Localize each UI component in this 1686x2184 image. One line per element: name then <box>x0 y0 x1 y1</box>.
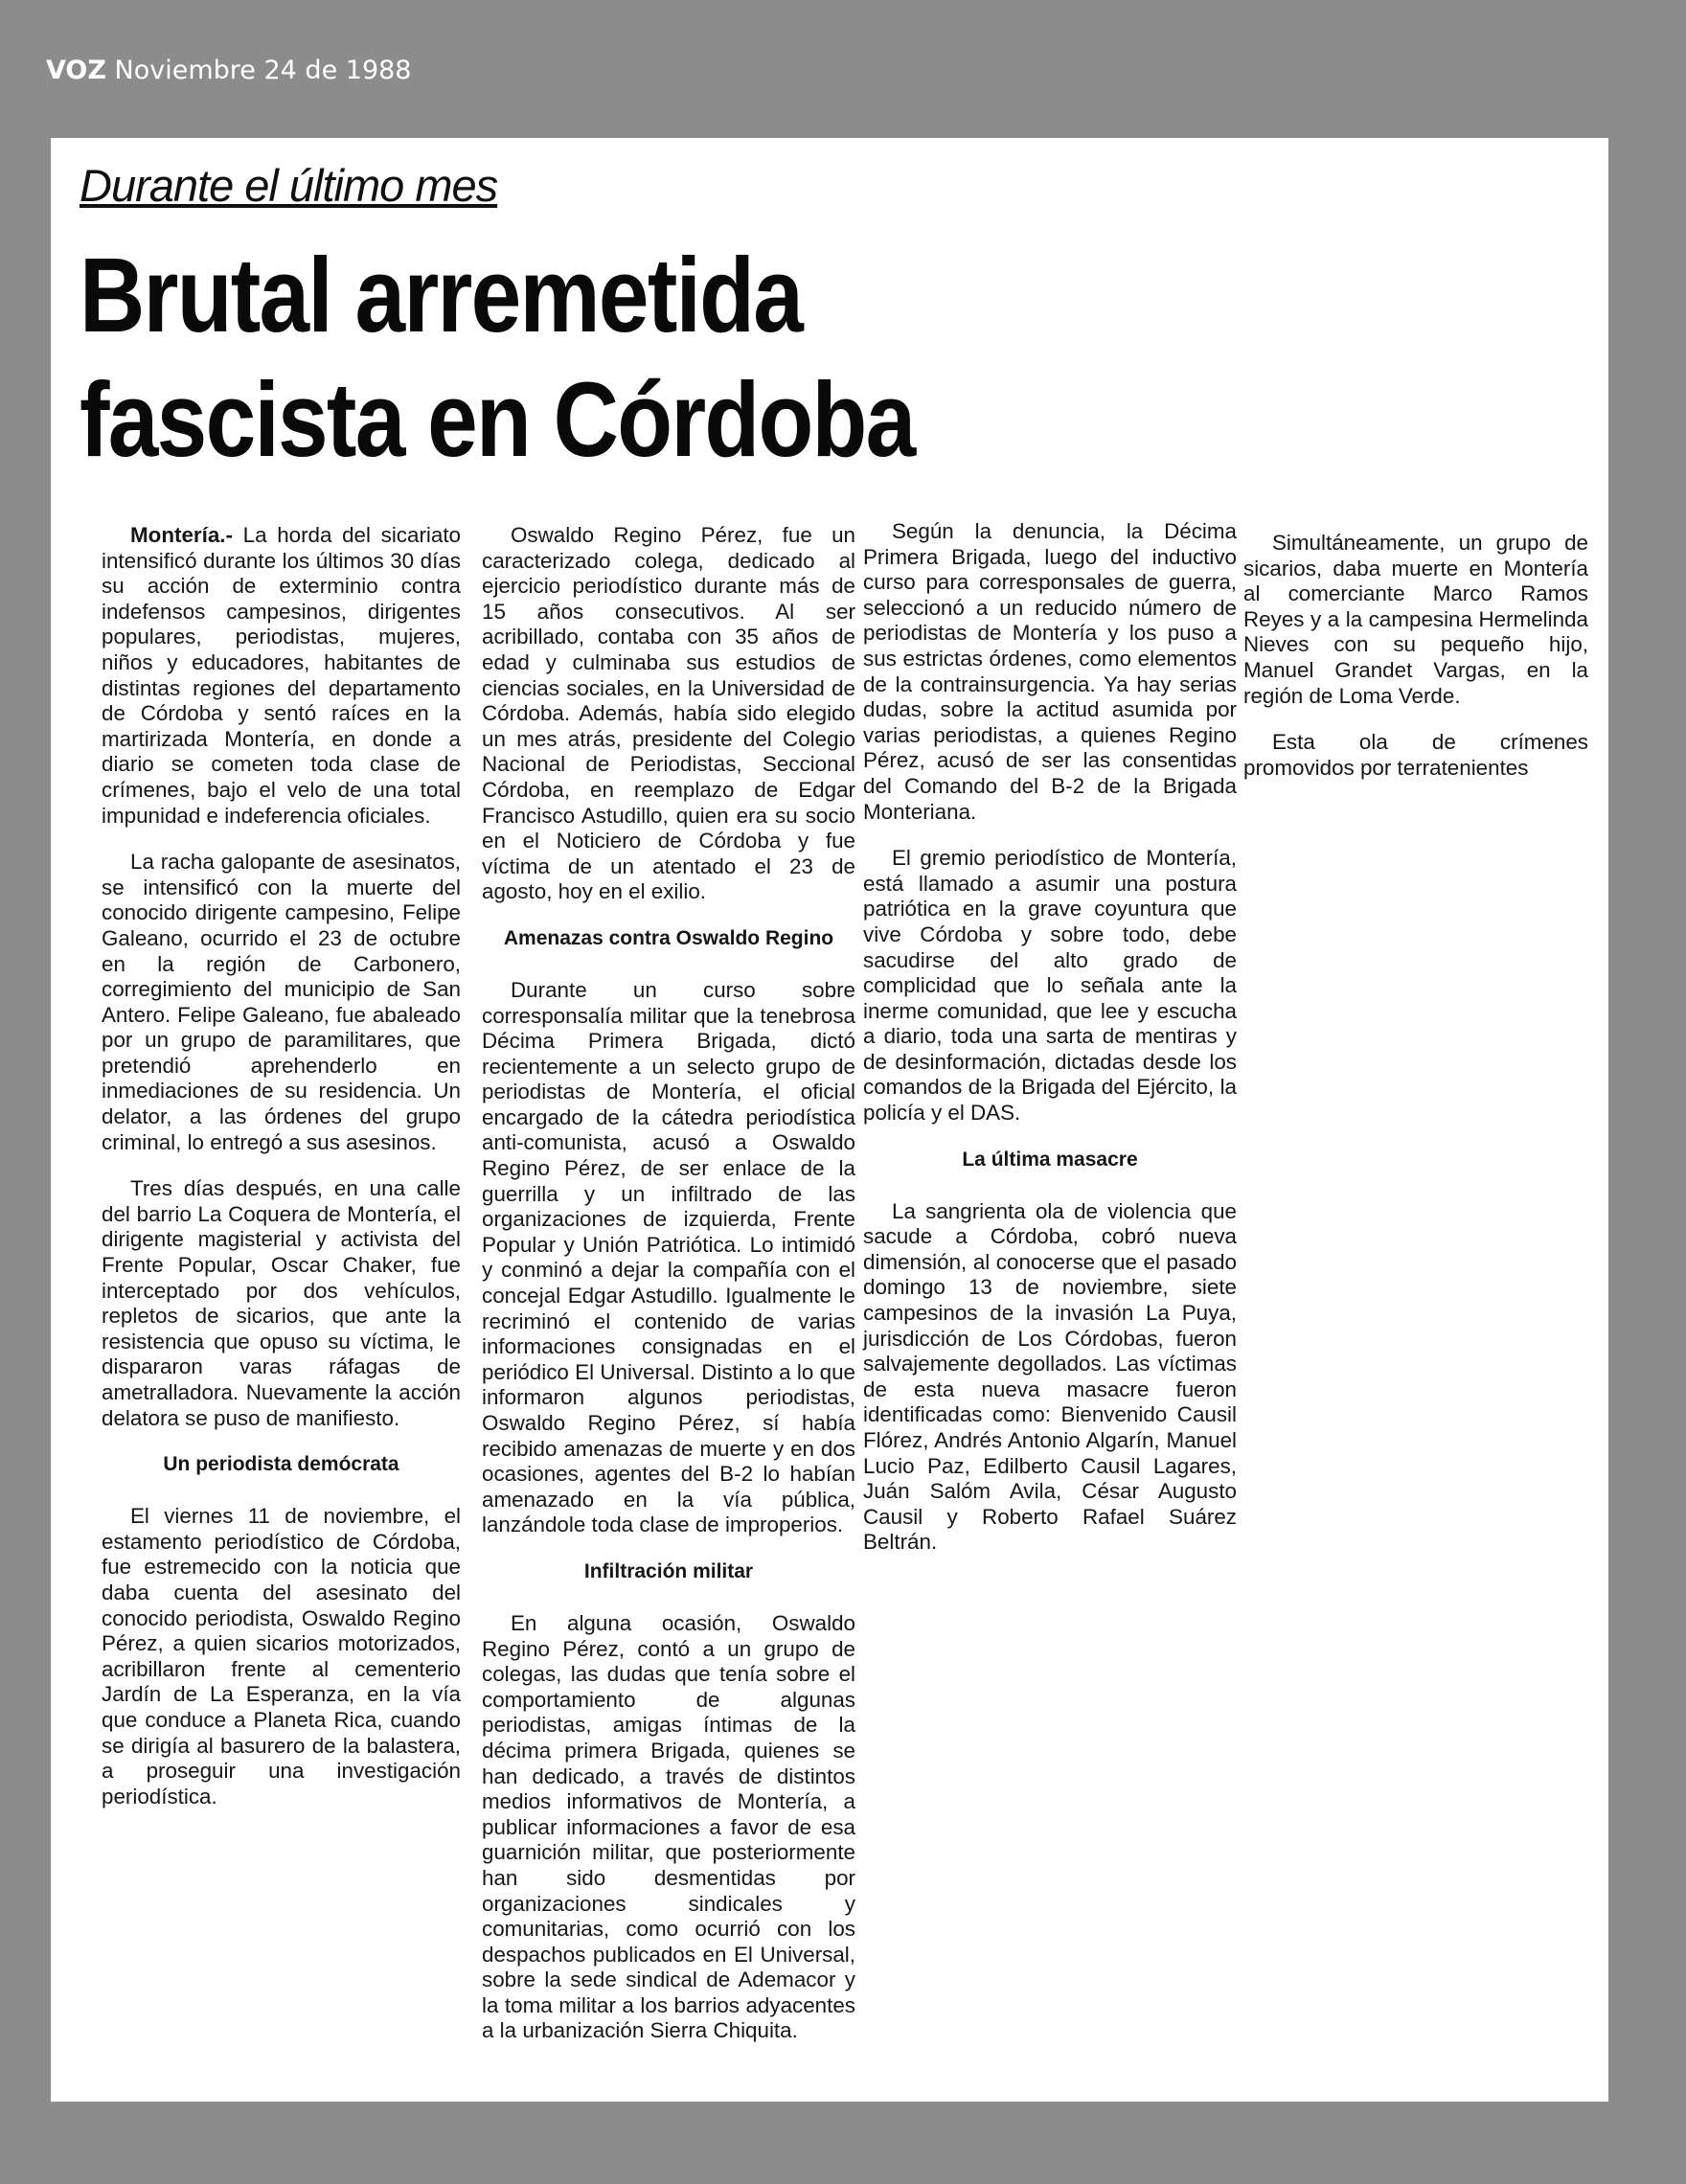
article-column-2 <box>482 523 855 2065</box>
paragraph: Simultáneamente, un grupo de sicarios, daba muerte en Montería al comerciante Marco Ramos Reyes y a la campesina Hermelinda Nieves con su pequeño hijo, Manuel Grandet Vargas, en la región de Loma Verde. <box>1243 531 1588 708</box>
article-column-4 <box>1243 531 1588 802</box>
paragraph: En alguna ocasión, Oswaldo Regino Pérez, contó a un grupo de colegas, las dudas que tenía sobre el comportamiento de algunas periodistas, amigas íntimas de la décima primera Brigada, quienes se han dedicado, a través de distintos medios informativos de Montería, a publicar informaciones a favor de esa guarnición militar, que posteriormente han sido desmentidas por organizaciones sindicales y comunitarias, como ocurrió con los despachos publicados en El Universal, sobre la sede sindical de Ademacor y la toma militar a los barrios adyacentes a la urbanización Sierra Chiquita. <box>482 1610 855 2043</box>
paragraph: Oswaldo Regino Pérez, fue un caracterizado colega, dedicado al ejercicio periodístico durante más de 15 años consecutivos. Al ser acribillado, contaba con 35 años de edad y culminaba sus estudios de ciencias sociales, en la Universidad de Córdoba. Además, había sido elegido un mes atrás, presidente del Colegio Nacional de Periodistas, Seccional Córdoba, en reemplazo de Edgar Francisco Astudillo, quien era su socio en el Noticiero de Córdoba y fue víctima de un atentado el 23 de agosto, hoy en el exilio. <box>482 523 855 904</box>
publication-name: VOZ <box>46 56 106 85</box>
publication-date: Noviembre 24 de 1988 <box>114 56 412 85</box>
subheading: Amenazas contra Oswaldo Regino <box>503 926 834 949</box>
article-column-3 <box>863 519 1237 1577</box>
paragraph: Esta ola de crímenes promovidos por terratenientes <box>1243 730 1588 780</box>
subheading: Infiltración militar <box>583 1559 754 1582</box>
paragraph: El viernes 11 de noviembre, el estamento periodístico de Córdoba, fue estremecido con la noticia que daba cuenta del asesinato del conocido periodista, Oswaldo Regino Pérez, a quien sicarios motorizados, acribillaron frente al cementerio Jardín de La Esperanza, en la vía que conduce a Planeta Rica, cuando se dirigía al basurero de la balastera, a proseguir una investigación periodística. <box>102 1504 461 1809</box>
paragraph: La racha galopante de asesinatos, se intensificó con la muerte del conocido dirigente campesino, Felipe Galeano, ocurrido el 23 de octubre en la región de Carbonero, corregimiento del municipio de San Antero. Felipe Galeano, fue abaleado por un grupo de paramilitares, que pretendió aprehenderlo en inmediaciones de su residencia. Un delator, a las órdenes del grupo criminal, lo entregó a sus asesinos. <box>102 850 461 1154</box>
newspaper-clipping <box>51 138 1608 2102</box>
paragraph: La sangrienta ola de violencia que sacude a Córdoba, cobró nueva dimensión, al conocerse que el pasado domingo 13 de noviembre, siete campesinos de la invasión La Puya, jurisdicción de Los Córdobas, fueron salvajemente degollados. Las víctimas de esta nueva masacre fueron identificadas como: Bienvenido Causil Flórez, Andrés Antonio Algarín, Manuel Lucio Paz, Edilberto Causil Lagares, Juán Salóm Avila, César Augusto Causil y Roberto Rafael Suárez Beltrán. <box>863 1198 1237 1555</box>
paragraph: Según la denuncia, la Décima Primera Brigada, luego del inductivo curso para corresponsales de guerra, seleccionó a un reducido número de periodistas de Montería y los puso a sus estrictas órdenes, como elementos de la contrainsurgencia. Ya hay serias dudas, sobre la actitud asumida por varias periodistas, a quienes Regino Pérez, acusó de ser las consentidas del Comando del B-2 de la Brigada Monteriana. <box>863 519 1237 824</box>
source-line <box>46 56 411 85</box>
subheading: La última masacre <box>962 1148 1138 1171</box>
subheading: Un periodista demócrata <box>163 1453 399 1476</box>
dateline: Montería.- <box>130 523 233 547</box>
article-headline <box>80 234 1068 483</box>
paragraph: Durante un curso sobre corresponsalía militar que la tenebrosa Décima Primera Brigada, dictó recientemente a un selecto grupo de periodistas de Montería, el oficial encargado de la cátedra periodística anti-comunista, acusó a Oswaldo Regino Pérez, de ser enlace de la guerrilla y un infiltrado de las organizaciones de izquierda, Frente Popular y Unión Patriótica. Lo intimidó y conminó a dejar la compañía con el concejal Edgar Astudillo. Igualmente le recriminó el contenido de varias informaciones consignadas en el periódico El Universal. Distinto a lo que informaron algunos periodistas, Oswaldo Regino Pérez, sí había recibido amenazas de muerte y en dos ocasiones, agentes del B-2 lo habían amenazado en la vía pública, lanzándole toda clase de improperios. <box>482 977 855 1537</box>
paragraph: Montería.- La horda del sicariato intensificó durante los últimos 30 días su acción de exterminio contra indefensos campesinos, dirigentes populares, periodistas, mujeres, niños y educadores, habitantes de distintas regiones del departamento de Córdoba y sentó raíces en la martirizada Montería, en donde a diario se cometen toda clase de crímenes, bajo el velo de una total impunidad e indeferencia oficiales. <box>102 523 461 828</box>
article-column-1 <box>102 523 461 1831</box>
paragraph: Tres días después, en una calle del barrio La Coquera de Montería, el dirigente magisterial y activista del Frente Popular, Oscar Chaker, fue interceptado por dos vehículos, repletos de sicarios, que ante la resistencia que opuso su víctima, le dispararon varas ráfagas de ametralladora. Nuevamente la acción delatora se puso de manifiesto. <box>102 1176 461 1430</box>
article-kicker: Durante el último mes <box>80 160 498 211</box>
headline-line-1: Brutal arremetida <box>80 237 803 354</box>
headline-line-2: fascista en Córdoba <box>80 361 915 479</box>
paragraph: El gremio periodístico de Montería, está llamado a asumir una postura patriótica en la grave coyuntura que vive Córdoba y sobre todo, debe sacudirse del alto grado de complicidad que lo señala ante la inerme comunidad, que lee y escucha a diario, toda una sarta de mentiras y de desinformación, dictadas desde los comandos de la Brigada del Ejército, la policía y el DAS. <box>863 846 1237 1126</box>
